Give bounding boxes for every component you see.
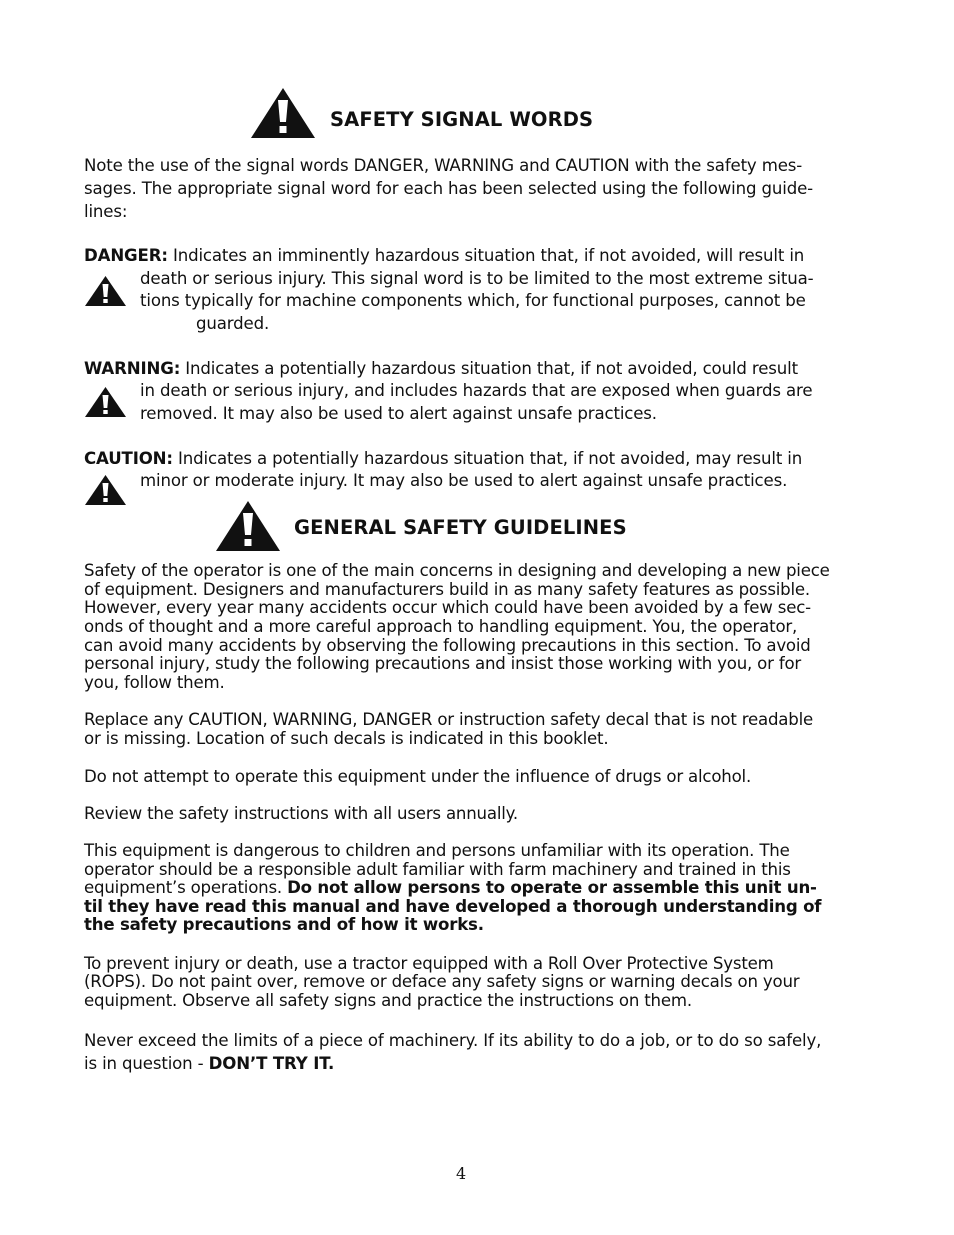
- caution-label: CAUTION:: [84, 449, 173, 468]
- review-paragraph: Review the safety instructions with all users annually.: [84, 804, 518, 823]
- page-number: 4: [456, 1164, 467, 1183]
- limits-paragraph: Never exceed the limits of a piece of machinery. If its ability to do a job, or to do so safely, is in question - DON’T TRY IT.: [84, 1031, 822, 1073]
- danger-label: DANGER:: [84, 246, 168, 265]
- decal-paragraph: Replace any CAUTION, WARNING, DANGER or instruction safety decal that is not readable or is missing. Location of such decals is indicated in this booklet.: [84, 710, 814, 748]
- caution-definition: CAUTION: Indicates a potentially hazardous situation that, if not avoided, may result in minor or moderate injury. It may also be used to alert against unsafe practices.: [84, 449, 803, 490]
- section-heading-signal-words: SAFETY SIGNAL WORDS: [330, 108, 594, 131]
- rops-paragraph: To prevent injury or death, use a tractor equipped with a Roll Over Protective System (ROPS). Do not paint over, remove or deface any safety signs or warning decals on your equipment. Observe all safety signs and practice the instructions on them.: [84, 954, 800, 1010]
- intro-paragraph: Note the use of the signal words DANGER, WARNING and CAUTION with the safety mes- sages. The appropriate signal word for each has been selected using the following guide- lines:: [84, 156, 813, 221]
- operator-safety-paragraph: Safety of the operator is one of the main concerns in designing and developing a new piece of equipment. Designers and manufacturers build in as many safety features as possible. However, every year many accidents occur which could have been avoided by a few sec- onds of thought and a more careful approach to handling equipment. You, the operator, can avoid many accidents by observing the following precautions in this section. To avoid personal injury, study the following precautions and insist those working with you, or for you, follow them.: [84, 561, 830, 692]
- warning-triangle-icon: [249, 86, 317, 140]
- danger-warning-icon: [84, 275, 127, 307]
- section-heading-general-guidelines: GENERAL SAFETY GUIDELINES: [294, 516, 627, 539]
- warning-definition: WARNING: Indicates a potentially hazardous situation that, if not avoided, could result in death or serious injury, and includes hazards that are exposed when guards are removed. It may also be used to alert against unsafe practices.: [84, 359, 813, 423]
- danger-definition: DANGER: Indicates an imminently hazardous situation that, if not avoided, will result in death or serious injury. This signal word is to be limited to the most extreme situa- tions typically for machine components which, for functional purposes, cannot be guarded.: [84, 246, 814, 333]
- warning-label: WARNING:: [84, 359, 181, 378]
- warning-triangle-icon: [214, 499, 282, 553]
- warning-alert-icon: [84, 386, 127, 418]
- drugs-paragraph: Do not attempt to operate this equipment under the influence of drugs or alcohol.: [84, 767, 752, 786]
- caution-alert-icon: [84, 474, 127, 506]
- children-paragraph: This equipment is dangerous to children and persons unfamiliar with its operation. The operator should be a responsible adult familiar with farm machinery and trained in this equipment’s operations. Do not allow persons to operate or assemble this unit un- til they have read this manual and have developed a thorough understanding of the safety precautions and of how it works.: [84, 841, 822, 934]
